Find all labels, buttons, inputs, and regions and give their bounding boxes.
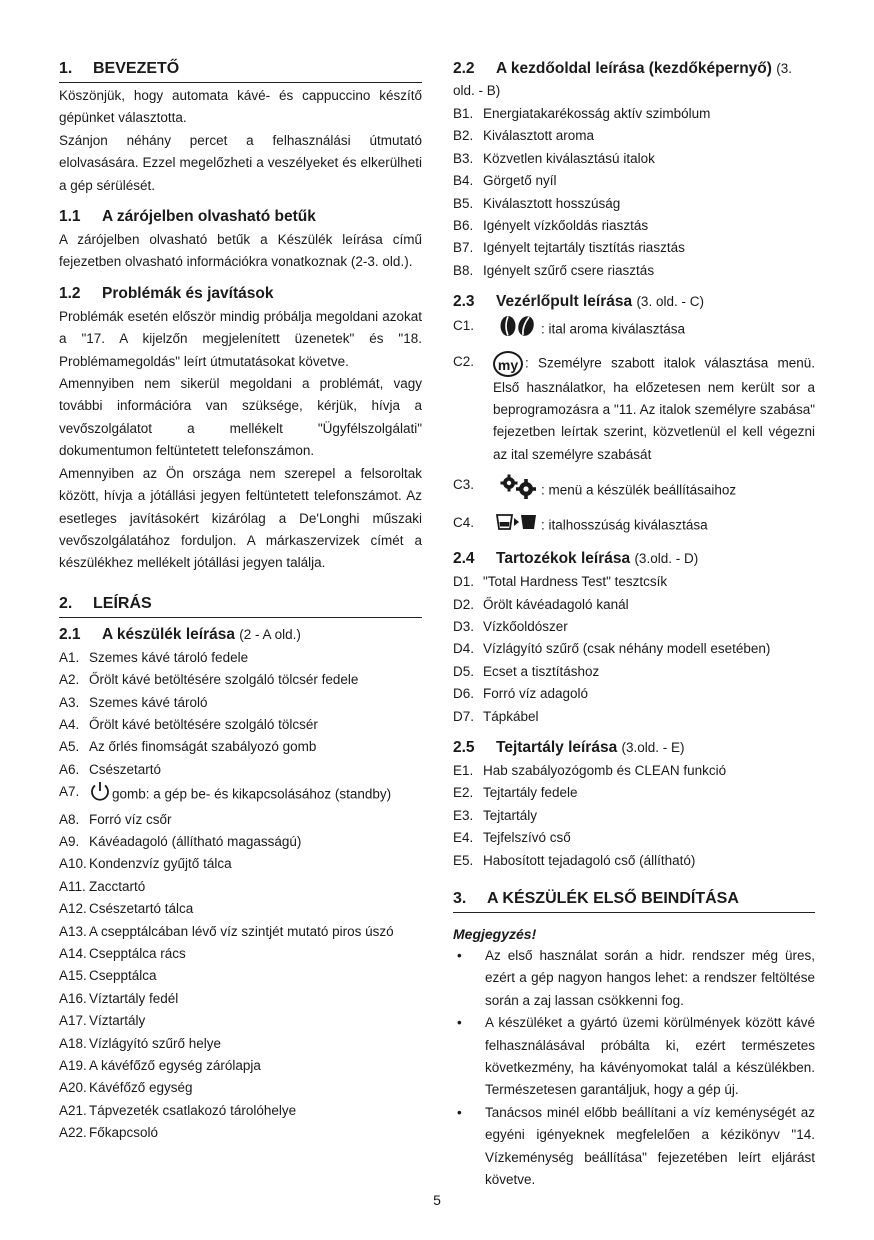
page-number: 5 (433, 1192, 441, 1208)
list-item: A17. Víztartály (59, 1013, 146, 1029)
list-item: D1. "Total Hardness Test" tesztcsík (453, 574, 668, 590)
list-item: A7. gomb: a gép be- és kikapcsolásához (standby) (59, 781, 422, 808)
list-item: A14. Csepptálca rács (59, 946, 186, 961)
list-item: A21. Tápvezeték csatlakozó tárolóhelye (59, 1102, 297, 1118)
list-item: A12. Csészetartó tálca (59, 901, 194, 917)
list-item: A22. Főkapcsoló (59, 1125, 159, 1141)
list-item: B2. Kiválasztott aroma (453, 128, 595, 144)
section-1-heading: 1. BEVEZETŐ (59, 58, 422, 83)
section-1-2-para-2: Amennyiben nem sikerül megoldani a problémát, vagy további információra van szüksége, kérjük, hívja a vevőszolgálatot a mellékelt "Ügyfélszolgálati" dokumentumon feltüntetett telefonszámon. (59, 376, 422, 459)
bullet-item: • A készüléket a gyártó üzemi körülmények között kávé felhasználásával próbálta ki, ezért természetes következmény, ha kávényomokat talál a készülékben. Természetesen garantáljuk, hogy a gép új. (457, 1015, 815, 1098)
note-bullets (453, 945, 815, 1191)
list-item: A1. Szemes kávé tároló fedele (59, 649, 249, 665)
section-1-1-heading: 1.1 A zárójelben olvasható betűk (59, 208, 316, 226)
section-2-3-heading: 2.3 Vezérlőpult leírása (3. old. - C) (453, 293, 704, 311)
list-item: E2. Tejtartály fedele (453, 785, 578, 801)
coffee-beans-icon (497, 315, 539, 344)
homepage-list-b (453, 103, 815, 282)
list-item: A11. Zacctartó (59, 878, 146, 894)
power-icon (89, 781, 111, 808)
my-icon: my (493, 351, 523, 377)
bullet-item: • Tanácsos minél előbb beállítani a víz keménységét az egyéni igényeknek megfelelően a kézikönyv "14. Vízkeménység beállítása" fejezetében leírt eljárást követve. (457, 1104, 815, 1188)
list-item: A6. Csészetartó (59, 761, 162, 777)
list-item: E3. Tejtartály (453, 807, 538, 823)
section-2-1-heading: 2.1 A készülék leírása (2 - A old.) (59, 625, 301, 643)
section-2-4-heading: 2.4 Tartozékok leírása (3.old. - D) (453, 550, 699, 568)
list-item: A2. Őrölt kávé betöltésére szolgáló tölcsér fedele (59, 672, 359, 688)
list-item: A5. Az őrlés finomságát szabályozó gomb (59, 739, 317, 755)
control-c3: C3. : menü a készülék beállításaihoz (453, 474, 815, 507)
control-c1: C1. : ital aroma kiválasztása (453, 315, 815, 344)
cup-length-icon (495, 512, 539, 539)
list-item: A8. Forró víz csőr (59, 811, 172, 827)
list-item: A15. Csepptálca (59, 968, 157, 984)
section-3-heading: 3. A KÉSZÜLÉK ELSŐ BEINDÍTÁSA (453, 888, 815, 913)
list-item: D3. Vízkőoldószer (453, 618, 568, 634)
bullet-item: • Az első használat során a hidr. rendszer még üres, ezért a gép nagyon hangos lehet: a rendszer feltöltése során a zaj lassan csökkenni fog. (457, 947, 815, 1008)
control-c2: C2. my : Személyre szabott italok választása menü. Első használatkor, ha előzetesen nem került sor a beprogramozásra a "11. Az italok személyre szabása" fejezetben leírtak szerint, közvetlenül el kell végezni az ital személyre szabását (453, 351, 815, 467)
list-item: D6. Forró víz adagoló (453, 686, 589, 702)
list-item: E1. Hab szabályozógomb és CLEAN funkció (453, 762, 727, 778)
section-1-para-2: Szánjon néhány percet a felhasználási útmutató elolvasására. Ezzel megelőzheti a veszélyeket és elkerülheti a gép sérülését. (59, 132, 422, 193)
list-item: B1. Energiatakarékosság aktív szimbólum (453, 106, 711, 121)
control-c4: C4. : italhosszúság kiválasztása (453, 512, 815, 539)
section-2-5-heading: 2.5 Tejtartály leírása (3.old. - E) (453, 738, 685, 756)
parts-list-a (59, 647, 422, 1145)
section-1-2-para-3: Amennyiben az Ön országa nem szerepel a felsoroltak között, hívja a jótállási jegyen feltüntetett telefonszámot. Az esetleges javításokért kizárólag a De'Longhi műszaki vevőszolgálatához forduljon. A márkaszervizek címét a készülékhez mellékelt jótállási jegyen találja. (59, 465, 422, 571)
section-1-1-para: A zárójelben olvasható betűk a Készülék leírása című fejezetben olvasható információkra vonatkoznak (2-3. old.). (59, 232, 422, 270)
section-1-2-para-1: Problémák esetén először mindig próbálja megoldani azokat a "17. A kijelzőn megjelenített üzenetek" és "18. Problémamegoldás" leírt útmutatásokat követve. (59, 308, 422, 369)
list-item: B5. Kiválasztott hosszúság (453, 195, 621, 211)
list-item: E5. Habosított tejadagoló cső (állítható) (453, 852, 696, 868)
note-title: Megjegyzés! (453, 925, 537, 942)
right-column (453, 58, 815, 1191)
list-item: D5. Ecset a tisztításhoz (453, 663, 600, 679)
list-item: A3. Szemes kávé tároló (59, 694, 208, 710)
section-1-2-heading: 1.2 Problémák és javítások (59, 284, 274, 302)
list-item: A16. Víztartály fedél (59, 990, 179, 1006)
list-item: D2. Őrölt kávéadagoló kanál (453, 596, 629, 612)
list-item: B6. Igényelt vízkőoldás riasztás (453, 218, 649, 234)
accessories-list-d (453, 571, 815, 728)
list-item: B7. Igényelt tejtartály tisztítás riasztás (453, 240, 685, 256)
list-item: A10. Kondenzvíz gyűjtő tálca (59, 856, 232, 872)
list-item: D7. Tápkábel (453, 708, 539, 724)
gears-icon (497, 474, 539, 507)
list-item: D4. Vízlágyító szűrő (csak néhány modell esetében) (453, 641, 771, 657)
list-item: A20. Kávéfőző egység (59, 1080, 193, 1096)
list-item: B4. Görgető nyíl (453, 173, 557, 189)
list-item: E4. Tejfelszívó cső (453, 830, 571, 846)
section-1-para-1: Köszönjük, hogy automata kávé- és cappuccino készítő gépünket választotta. (59, 88, 422, 126)
section-2-2-heading: 2.2 A kezdőoldal leírása (kezdőképernyő) (3. old. - B) (453, 60, 793, 98)
list-item: B3. Közvetlen kiválasztású italok (453, 150, 655, 166)
list-item: A9. Kávéadagoló (állítható magasságú) (59, 833, 302, 849)
left-column (59, 58, 422, 1145)
section-2-heading: 2. LEÍRÁS (59, 593, 422, 618)
list-item: A18. Vízlágyító szűrő helye (59, 1035, 222, 1051)
list-item: B8. Igényelt szűrő csere riasztás (453, 262, 655, 278)
list-item: A13. A csepptálcában lévő víz szintjét mutató piros úszó (59, 923, 394, 939)
list-item: A19. A kávéfőző egység zárólapja (59, 1058, 261, 1074)
list-item: A4. Őrölt kávé betöltésére szolgáló tölcsér (59, 716, 318, 732)
milk-container-list-e (453, 760, 815, 872)
